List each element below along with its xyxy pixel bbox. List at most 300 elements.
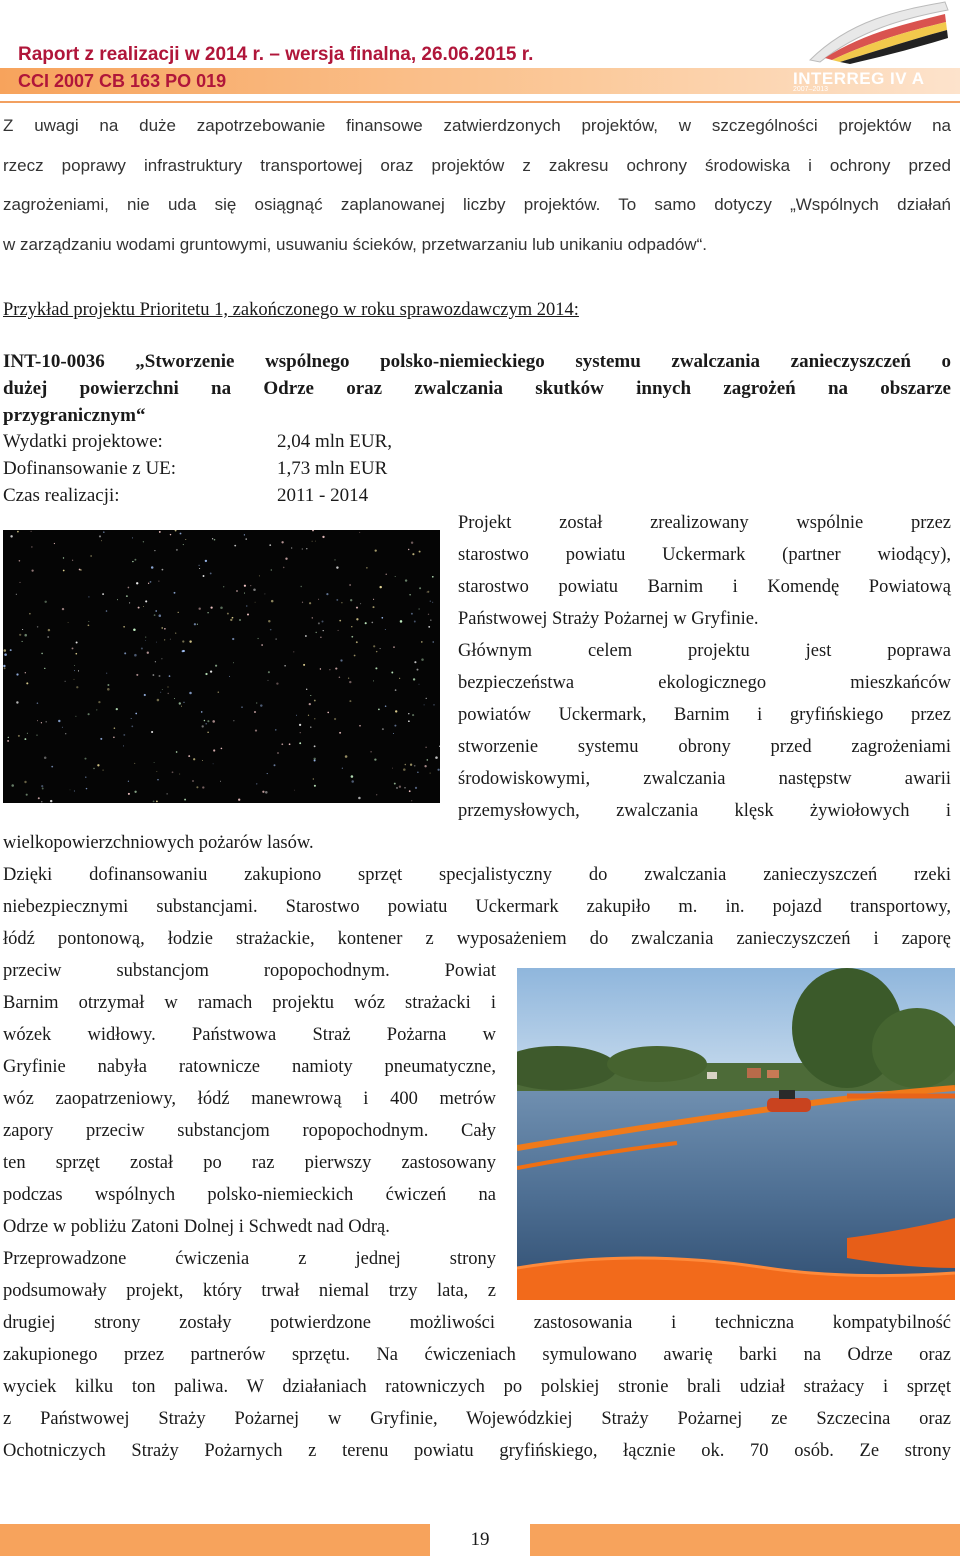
photo-speck [214,539,216,541]
photo-speck [132,537,133,538]
photo-speck [424,704,425,705]
photo-speck [133,629,136,632]
photo-speck [395,576,396,577]
photo-speck [309,602,311,604]
photo-speck [88,624,90,626]
photo-speck [393,646,395,648]
photo-speck [315,541,316,542]
photo-speck [145,637,146,638]
photo-speck [45,721,47,723]
photo-speck [356,607,358,609]
photo-speck [175,530,177,531]
photo-speck [168,693,169,694]
photo-speck [24,738,26,740]
photo-speck [41,785,43,787]
photo-speck [340,659,342,661]
photo-speck [411,613,413,615]
photo-speck [229,676,230,677]
photo-speck [227,613,229,615]
photo-speck [198,565,199,566]
photo-speck [17,531,19,533]
photo-speck [131,718,132,719]
photo-speck [303,664,305,666]
intro-line-2: rzecz poprawy infrastruktury transportowej oraz projektów z zakresu ochrony środowiska i ochrony przed [3,156,951,175]
photo-speck [37,720,38,721]
photo-speck [70,789,71,790]
photo-speck [329,669,330,670]
photo-speck [265,791,268,794]
photo-speck [213,763,214,764]
photo-speck [22,629,23,630]
photo-speck [305,635,307,637]
photo-speck [293,651,294,652]
photo-speck [88,621,89,622]
photo-speck [385,629,386,630]
photo-speck [341,602,342,603]
photo-speck [403,768,406,771]
photo-speck [207,720,209,722]
side-line-3: starostwo powiatu Barnim i Komendę Powiatową [458,577,951,597]
photo-speck [306,689,307,690]
photo-speck [54,543,55,544]
photo-speck [425,747,426,748]
logo-subtext: 2007–2013 [793,86,829,93]
photo-speck [151,731,153,733]
report-code: CCI 2007 CB 163 PO 019 [18,71,227,91]
side-line-2: starostwo powiatu Uckermark (partner wiodący), [458,545,951,565]
photo-speck [376,794,377,795]
photo-speck [269,544,271,546]
photo-speck [276,682,278,684]
photo-speck [26,682,28,684]
photo-speck [123,626,125,628]
photo-speck [8,737,9,738]
photo-speck [395,710,397,712]
photo-speck [131,726,133,728]
photo-speck [100,738,102,740]
photo-speck [143,541,144,542]
photo-speck [157,699,160,702]
photo-speck [372,606,374,608]
left-line-2: Barnim otrzymał w ramach projektu wóz strażacki i [3,993,496,1013]
photo-speck [241,706,243,708]
photo-speck [22,641,23,642]
photo-speck [136,674,138,676]
photo-speck [378,709,380,711]
photo-speck [41,722,42,723]
fact-value: 1,73 mln EUR [277,458,388,479]
photo-speck [349,700,351,702]
photo-speck [154,550,155,551]
photo-speck [230,619,232,621]
photo-speck [371,622,373,624]
photo-speck [244,585,246,587]
photo-speck [408,713,409,714]
photo-speck [179,702,181,704]
left-line-10: Przeprowadzone ćwiczenia z jednej strony [3,1249,496,1269]
photo-speck [313,778,314,779]
photo-speck [135,713,137,715]
photo-speck [37,702,39,704]
photo-speck [335,668,337,670]
photo-speck [312,541,313,542]
photo-speck [181,706,182,707]
project-title-line-2: dużej powierzchni na Odrze oraz zwalczania skutków innych zagrożeń na obszarze [3,378,951,399]
fact-value: 2011 - 2014 [277,485,369,506]
photo-speck [16,701,18,703]
photo-speck [4,667,6,669]
photo-speck [113,736,115,738]
photo-speck [74,670,75,671]
tail-line-4: z Państwowej Straży Pożarnej w Gryfinie, Wojewódzkiej Straży Pożarnej ze Szczecina oraz [3,1409,951,1429]
photo-speck [339,676,341,678]
side-line-4: Państwowej Straży Pożarnej w Gryfinie. [458,609,759,629]
fact-row-duration [3,482,369,509]
photo-speck [358,797,361,800]
photo-speck [351,626,352,627]
logo-text: INTERREG IV A [793,69,925,88]
photo-speck [147,652,149,654]
photo-speck [285,558,287,560]
side-line-1: Projekt został zrealizowany wspólnie przez [458,513,951,533]
photo-speck [76,641,78,643]
photo-speck [376,651,377,652]
project-title-line-3: przygranicznym“ [3,405,146,426]
photo-speck [323,630,324,631]
photo-speck [415,787,417,789]
photo-speck [24,781,26,783]
photo-speck [189,692,192,695]
photo-speck [320,668,321,669]
photo-speck [220,606,223,609]
photo-speck [129,602,130,603]
photo-speck [312,530,314,531]
intro-line-1: Z uwagi na duże zapotrzebowanie finansowe zatwierdzonych projektów, w szczególności projektów na [3,116,951,135]
photo-speck [373,645,375,647]
photo-speck [314,759,316,761]
photo-speck [334,718,336,720]
photo-speck [98,701,100,703]
photo-speck [192,780,193,781]
photo-speck [194,623,196,625]
photo-speck [199,568,200,569]
photo-speck [76,686,78,688]
photo-speck [117,599,118,600]
photo-speck [183,702,184,703]
side-line-10: przemysłowych, zwalczania klęsk żywiołowych i [458,801,951,821]
photo-speck [193,758,195,760]
photo-speck [430,601,431,602]
left-line-6: zapory przeciw substancjom ropopochodnym. Cały [3,1121,496,1141]
photo-speck [365,622,367,624]
photo-speck [44,668,45,669]
photo-speck [151,566,154,569]
photo-speck [412,553,414,555]
photo-speck [153,800,155,802]
report-title: Raport z realizacji w 2014 r. – wersja finalna, 26.06.2015 r. [18,44,534,65]
photo-speck [201,711,203,713]
photo-speck [167,793,168,794]
photo-speck [143,606,144,607]
example-heading: Przykład projektu Prioritetu 1, zakończonego w roku sprawozdawczym 2014: [3,300,579,320]
photo-speck [128,781,129,782]
photo-speck [36,734,38,736]
photo-speck [107,684,109,686]
photo-speck [51,766,53,768]
photo-speck [380,648,381,649]
photo-speck [65,681,66,682]
photo-speck [202,725,204,727]
photo-speck [212,538,213,539]
photo-speck [161,627,162,628]
photo-speck [16,594,17,595]
photo-speck [103,531,105,533]
left-line-1: przeciw substancjom ropopochodnym. Powiat [3,961,496,981]
photo-speck [159,531,161,533]
photo-speck [411,541,413,543]
photo-speck [176,549,178,551]
photo-speck [198,607,200,609]
photo-speck [318,622,320,624]
body-line-1: wielkopowierzchniowych pożarów lasów. [3,833,314,853]
photo-speck [44,601,46,603]
photo-speck [336,599,338,601]
photo-speck [156,771,157,772]
photo-speck [38,797,40,799]
project-photo-dark [3,530,440,803]
photo-speck [296,715,297,716]
photo-speck [78,670,79,671]
photo-speck [160,692,161,693]
photo-speck [123,745,124,746]
photo-speck [62,608,64,610]
photo-speck [19,560,21,562]
photo-speck [148,583,149,584]
photo-speck [102,769,103,770]
photo-speck [338,630,339,631]
photo-speck [399,786,401,788]
photo-speck [85,777,86,778]
river-exercise-photo [517,968,955,1300]
photo-speck [419,587,421,589]
fact-value: 2,04 mln EUR, [277,431,393,452]
photo-speck [356,618,358,620]
photo-speck [72,560,73,561]
photo-speck [210,572,212,574]
photo-noise [3,530,440,803]
photo-speck [185,539,186,540]
photo-speck [68,622,69,623]
page-header [0,0,960,96]
photo-speck [126,595,128,597]
tail-line-1: drugiej strony zostały potwierdzone możliwości zastosowania i techniczna kompatybilność [3,1313,951,1333]
photo-speck [205,560,207,562]
photo-speck [405,764,407,766]
project-title-line-1: INT-10-0036 „Stworzenie wspólnego polsko-niemieckiego systemu zwalczania zanieczyszczeń o [3,351,951,372]
photo-speck [159,614,162,617]
body-line-3: niebezpiecznymi substancjami. Starostwo powiatu Uckermark zakupiło m. in. pojazd transportowy, [3,897,951,917]
photo-speck [154,614,156,616]
photo-speck [310,695,311,696]
photo-speck [170,639,171,640]
photo-speck [213,749,215,751]
photo-speck [409,594,410,595]
photo-speck [157,779,158,780]
photo-speck [106,610,108,612]
photo-speck [134,763,135,764]
photo-speck [75,716,76,717]
photo-speck [310,727,311,728]
photo-speck [309,703,311,705]
photo-speck [178,612,179,613]
photo-speck [351,775,354,778]
photo-speck [162,569,164,571]
photo-speck [134,654,137,657]
photo-speck [356,641,358,643]
photo-speck [414,765,416,767]
photo-speck [281,743,283,745]
photo-speck [155,610,157,612]
photo-speck [412,714,414,716]
photo-speck [405,579,407,581]
photo-speck [336,566,338,568]
photo-speck [373,680,374,681]
photo-speck [145,600,147,602]
photo-speck [262,791,264,793]
photo-speck [312,617,313,618]
photo-speck [223,586,224,587]
photo-speck [391,672,393,674]
photo-speck [30,531,31,532]
photo-speck [374,758,376,760]
photo-speck [156,642,157,643]
photo-speck [19,634,21,636]
photo-speck [414,621,416,623]
photo-speck [150,581,152,583]
photo-speck [24,634,27,637]
photo-speck [232,617,234,619]
photo-speck [101,540,102,541]
photo-speck [220,781,221,782]
header-rule [0,101,960,103]
photo-speck [174,698,175,699]
body-line-2: Dzięki dofinansowaniu zakupiono sprzęt specjalistyczny do zwalczania zanieczyszczeń rzeki [3,865,951,885]
photo-speck [366,567,367,568]
photo-speck [154,762,155,763]
photo-speck [300,586,301,587]
photo-speck [334,559,335,560]
intro-line-3: zagrożeniami, nie uda się osiągnąć zaplanowanej liczby projektów. To samo dotyczy „Wspólnych działań [3,195,951,214]
photo-speck [370,751,372,753]
photo-speck [256,783,257,784]
photo-speck [396,787,397,788]
photo-speck [268,671,270,673]
photo-speck [268,620,270,622]
photo-speck [48,629,50,631]
photo-speck [428,614,429,615]
photo-speck [172,771,174,773]
photo-speck [72,647,74,649]
photo-speck [106,673,107,674]
photo-speck [7,740,9,742]
photo-speck [339,732,341,734]
photo-speck [379,586,381,588]
fact-label: Czas realizacji: [3,485,120,506]
photo-speck [124,652,126,654]
intro-line-4: w zarządzaniu wodami gruntowymi, usuwaniu ścieków, przetwarzaniu lub unikaniu odpadów“. [3,235,707,254]
photo-speck [236,590,238,592]
photo-speck [183,650,185,652]
photo-speck [350,599,352,601]
photo-speck [174,592,176,594]
photo-speck [155,661,156,662]
photo-speck [16,673,18,675]
photo-speck [189,640,191,642]
photo-speck [394,783,396,785]
left-line-11: podsumowały projekt, który trwał niemal trzy lata, z [3,1281,496,1301]
photo-speck [373,599,374,600]
photo-speck [11,784,14,787]
photo-speck [197,624,198,625]
photo-speck [42,788,44,790]
photo-speck [255,602,256,603]
photo-speck [306,548,307,549]
photo-speck [314,718,315,719]
photo-speck [360,603,361,604]
photo-speck [375,549,377,551]
photo-speck [41,801,42,802]
photo-speck [215,665,217,667]
photo-speck [141,647,143,649]
photo-speck [253,589,256,592]
photo-speck [162,689,163,690]
photo-speck [102,593,104,595]
photo-speck [300,732,301,733]
river-scene [517,968,955,1300]
photo-speck [359,532,360,533]
photo-speck [114,727,116,729]
photo-speck [277,752,278,753]
photo-speck [80,569,82,571]
photo-speck [164,639,165,640]
photo-speck [345,755,348,758]
photo-speck [435,756,438,759]
photo-speck [382,728,384,730]
photo-speck [271,569,272,570]
photo-speck [414,661,416,663]
photo-speck [314,745,316,747]
photo-speck [302,602,303,603]
photo-speck [164,628,166,630]
tail-line-2: zakupionego przez partnerów sprzętu. Na ćwiczeniach symulowano awarię barki na Odrze oraz [3,1345,951,1365]
photo-speck [419,608,420,609]
photo-speck [65,733,66,734]
photo-speck [408,549,409,550]
photo-speck [74,679,75,680]
photo-speck [218,691,220,693]
photo-speck [410,764,412,766]
photo-speck [427,759,429,761]
photo-speck [97,764,99,766]
photo-speck [134,791,136,793]
photo-speck [246,605,247,606]
photo-speck [84,758,86,760]
photo-speck [261,644,263,646]
photo-speck [10,535,12,537]
photo-speck [351,780,354,783]
photo-speck [37,626,38,627]
photo-speck [212,720,215,723]
